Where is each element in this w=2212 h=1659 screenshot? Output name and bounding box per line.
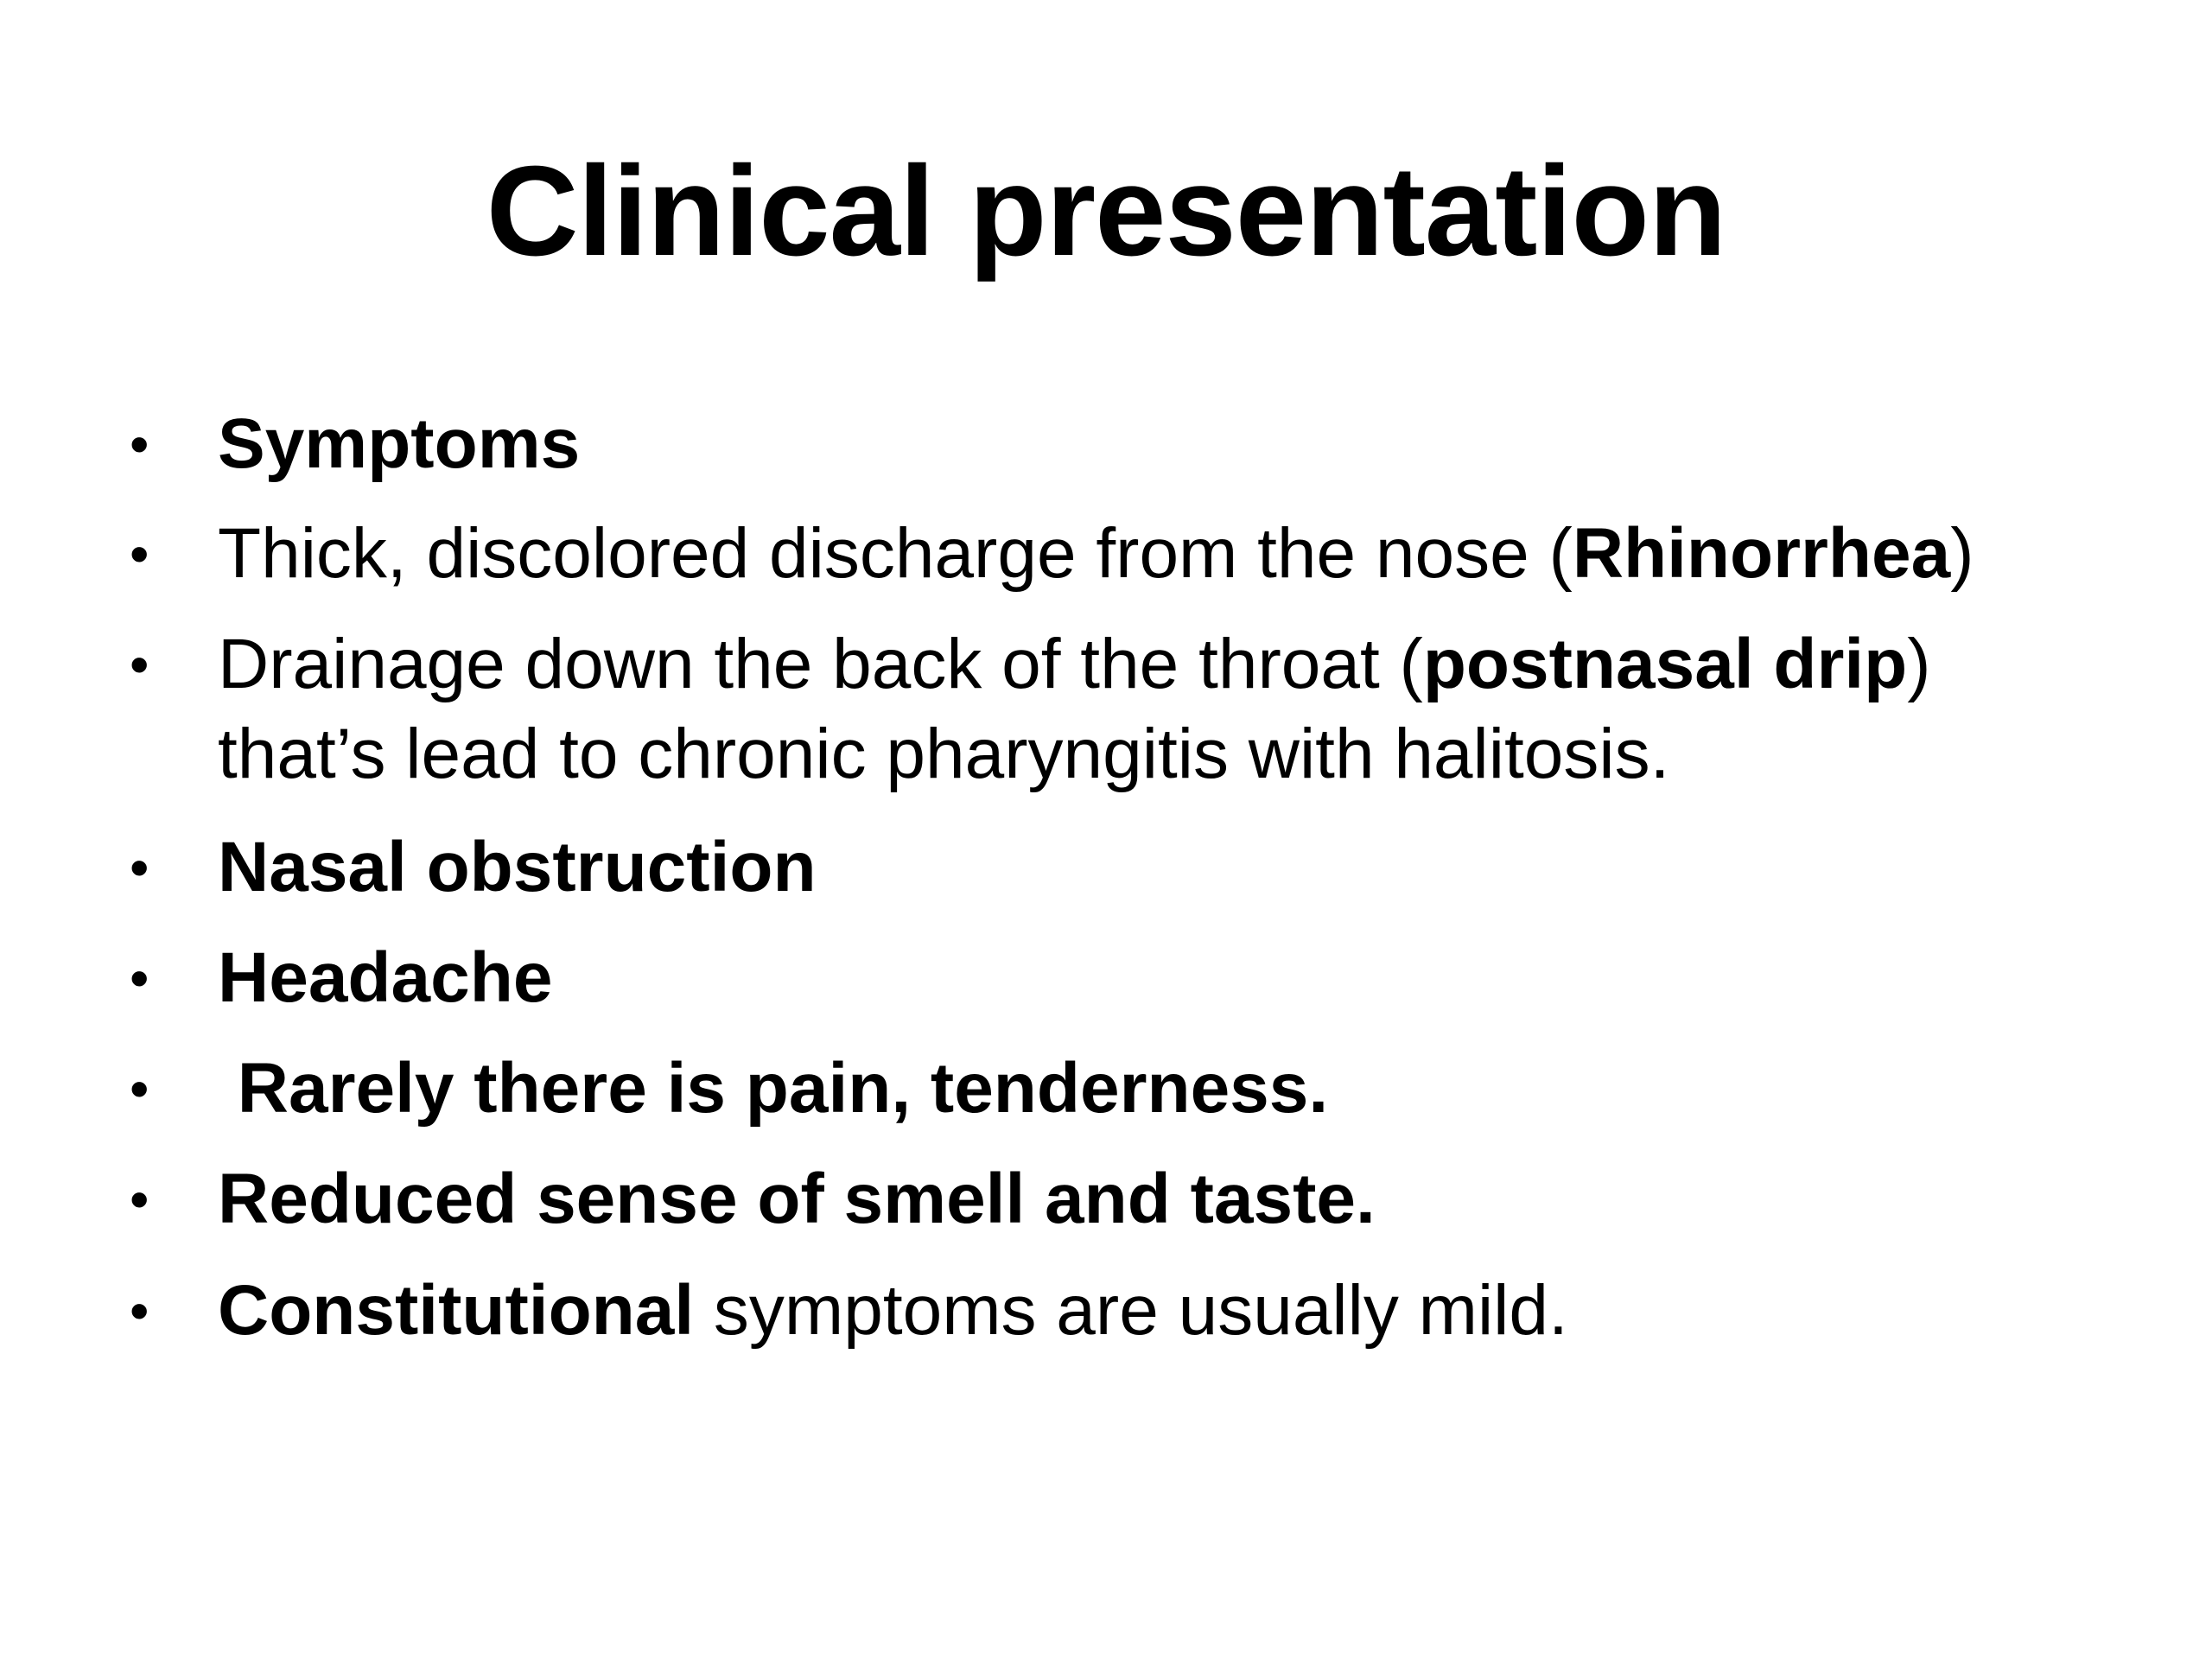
bullet-icon: • (130, 633, 149, 696)
bold-text: Reduced sense of smell and taste. (218, 1160, 1376, 1238)
bold-text: Rhinorrhea (1572, 514, 1951, 593)
list-item-text (218, 399, 580, 489)
bullet-icon: • (130, 413, 149, 475)
plain-text: symptoms are usually mild. (694, 1271, 1568, 1350)
bullet-icon: • (130, 947, 149, 1009)
bullet-icon: • (130, 836, 149, 899)
bullet-icon: • (130, 523, 149, 585)
bold-text: Symptoms (218, 404, 581, 483)
plain-text: ) (1950, 514, 1974, 593)
list-item-text (218, 509, 1974, 599)
list-item-text (218, 1266, 1568, 1356)
bold-text: postnasal drip (1422, 625, 1908, 703)
bullet-icon: • (130, 1168, 149, 1230)
list-item-text (218, 620, 1931, 799)
bullet-icon: • (130, 1280, 149, 1342)
list-item-line-1 (218, 620, 1931, 709)
bold-text: Nasal obstruction (218, 828, 817, 906)
list-item-text (218, 823, 817, 912)
plain-text: Thick, discolored discharge from the nose ( (218, 514, 1573, 593)
plain-text: ) (1907, 625, 1931, 703)
bullet-icon: • (130, 1058, 149, 1120)
list-item-text (218, 1044, 1328, 1134)
list-item-line-2: that’s lead to chronic pharyngitis with halitosis. (218, 715, 1670, 793)
bold-text: Headache (218, 938, 553, 1017)
slide-title: Clinical presentation (486, 140, 1726, 283)
list-item-text (218, 1154, 1376, 1244)
plain-text: Drainage down the back of the throat ( (218, 625, 1423, 703)
bold-text: Constitutional (218, 1271, 695, 1350)
bold-text: Rarely there is pain, tenderness. (218, 1049, 1329, 1128)
list-item-text (218, 933, 552, 1023)
